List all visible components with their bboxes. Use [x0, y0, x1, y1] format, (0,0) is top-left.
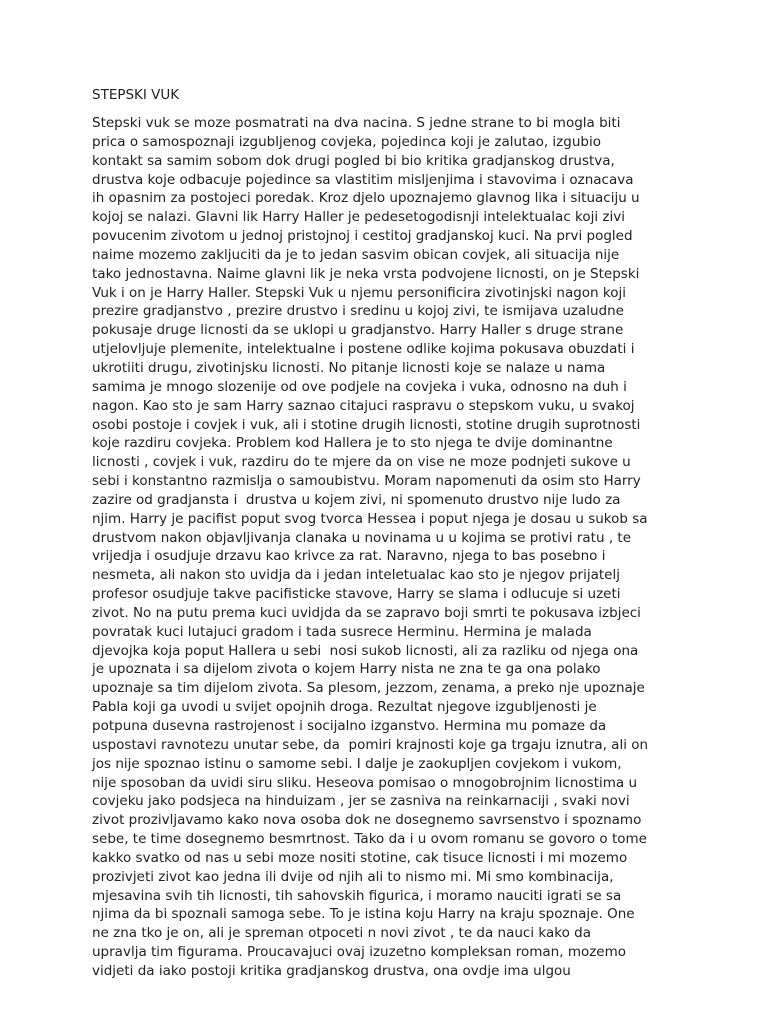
body-text-line: djevojka koja poput Hallera u sebi nosi sukob licnosti, ali za razliku od njega ona — [92, 642, 639, 659]
body-text-line: ne zna tko je on, ali je spreman otpoceti n novi zivot , te da nauci kako da — [92, 925, 591, 942]
body-text-line: samima je mnogo slozenije od ove podjele na covjeka i vuka, odnosno na duh i — [92, 378, 627, 395]
body-text-line: ih opasnim za postojeci poredak. Kroz djelo upoznajemo glavnog lika i situaciju u — [92, 190, 640, 207]
body-text-line: licnosti , covjek i vuk, razdiru do te mjere da on vise ne moze podnjeti sukove u — [92, 454, 631, 471]
body-text-line: uspostavi ravnotezu unutar sebe, da pomiri krajnosti koje ga trgaju iznutra, ali on — [92, 736, 649, 753]
body-text-line: profesor osudjuje takve pacifisticke stavove, Harry se slama i odlucuje si uzeti — [92, 586, 621, 603]
body-text-line: potpuna dusevna rastrojenost i socijalno izganstvo. Hermina mu pomaze da — [92, 718, 607, 734]
body-text-line: osobi postoje i covjek i vuk, ali i stotine drugih licnosti, stotine drugih suprotnosti — [92, 416, 641, 433]
body-text-line: sebi i konstantno razmislja o samoubistvu. Moram napomenuti da osim sto Harry — [92, 473, 641, 490]
body-text-line: utjelovljuje plemenite, intelektualne i postene odlike kojima pokusava obuzdati i — [92, 341, 635, 358]
body-text-line: vrijedja i osudjuje drzavu kao krivce za rat. Naravno, njega to bas posebno i — [92, 548, 606, 565]
body-text-line: njim. Harry je pacifist poput svog tvorca Hessea i poput njega je dosau u sukob sa — [92, 510, 648, 527]
body-text-line: vidjeti da iako postoji kritika gradjanskog drustva, ona ovdje ima ulgou — [92, 962, 571, 979]
body-text-line: prozivjeti zivot kao jedna ili dvije od njih ali to nismo mi. Mi smo kombinacija, — [92, 868, 614, 885]
body-text-line: pokusaje druge licnosti da se uklopi u gradjanstvo. Harry Haller s druge strane — [92, 322, 624, 339]
body-text-line: prica o samospoznaji izgubljenog covjeka, pojedinca koji je zalutao, izgubio — [92, 133, 601, 150]
body-text-line: nije sposoban da uvidi siru sliku. Heseova pomisao o mnogobrojnim licnostima u — [92, 774, 638, 791]
body-text-line: nesmeta, ali nakon sto uvidja da i jedan inteletualac kao sto je njegov prijatelj — [92, 567, 620, 584]
body-text-line: koje razdiru covjeka. Problem kod Hallera je to sto njega te dvije dominantne — [92, 435, 613, 452]
body-text-line: je upoznata i sa dijelom zivota o kojem Harry nista ne zna te ga ona polako — [92, 661, 601, 678]
body-text-line: Stepski vuk se moze posmatrati na dva nacina. S jedne strane to bi mogla biti — [92, 115, 621, 131]
body-text-line: kojoj se nalazi. Glavni lik Harry Haller je pedesetogodisnji intelektualac koji zivi — [92, 209, 625, 226]
body-text-line: povratak kuci lutajuci gradom i tada susrece Herminu. Hermina je malada — [92, 623, 592, 640]
body-text-line: jos nije spoznao istinu o samome sebi. I dalje je zaokupljen covjekom i vukom, — [92, 755, 622, 772]
body-text-line: upravlja tim figurama. Proucavajuci ovaj izuzetno kompleksan roman, mozemo — [92, 944, 627, 961]
body-text-line: upoznaje sa tim dijelom zivota. Sa plesom, jezzom, zenama, a preko nje upoznaje — [92, 680, 645, 697]
body-text-line: prezire gradjanstvo , prezire drustvo i sredinu u kojoj zivi, te ismijava uzaludne — [92, 303, 624, 320]
body-text-line: sebe, te time dosegnemo besmrtnost. Tako da i u ovom romanu se govoro o tome — [92, 831, 647, 848]
body-text-line: ukrotiiti drugu, zivotinjsku licnosti. No pitanje licnosti koje se nalaze u nama — [92, 359, 606, 376]
body-text-line: nagon. Kao sto je sam Harry saznao citajuci raspravu o stepskom vuku, u svakoj — [92, 397, 635, 414]
document-body — [92, 114, 692, 981]
body-text-line: tako jednostavna. Naime glavni lik je neka vrsta podvojene licnosti, on je Stepski — [92, 265, 640, 282]
body-text-line: Pabla koji ga uvodi u svijet opojnih droga. Rezultat njegove izgubljenosti je — [92, 699, 597, 716]
body-text-line: drustva koje odbacuje pojedince sa vlastitim misljenjima i stavovima i oznacava — [92, 171, 634, 188]
document-title: STEPSKI VUK — [92, 87, 180, 103]
body-text-line: naime mozemo zakljuciti da je to jedan sasvim obican covjek, ali situacija nije — [92, 246, 620, 263]
body-text-line: povucenim zivotom u jednoj pristojnoj i cestitoj gradjanskoj kuci. Na prvi pogled — [92, 228, 633, 245]
body-text-line: covjeku jako podsjeca na hinduizam , jer se zasniva na reinkarnaciji , svaki novi — [92, 793, 630, 810]
body-text-line: kontakt sa samim sobom dok drugi pogled bi bio kritika gradjanskog drustva, — [92, 152, 615, 169]
body-text-line: zazire od gradjansta i drustva u kojem zivi, ni spomenuto drustvo nije ludo za — [92, 491, 621, 508]
body-text-line: zivot. No na putu prema kuci uvidjda da se zapravo boji smrti te pokusava izbjeci — [92, 604, 641, 621]
body-text-line: kakko svatko od nas u sebi moze nositi stotine, cak tisuce licnosti i mi mozemo — [92, 849, 628, 866]
body-text-line: Vuk i on je Harry Haller. Stepski Vuk u njemu personificira zivotinjski nagon koji — [92, 284, 626, 301]
body-text-line: njima da bi spoznali samoga sebe. To je istina koju Harry na kraju spoznaje. One — [92, 906, 635, 923]
body-text-line: mjesavina svih tih licnosti, tih sahovskih figurica, i moramo nauciti igrati se sa — [92, 887, 622, 904]
body-text-line: drustvom nakon objavljivanja clanaka u novinama u u kojima se protivi ratu , te — [92, 529, 631, 546]
body-text-line: zivot prozivljavamo kako nova osoba dok ne dosegnemo savrsenstvo i spoznamo — [92, 812, 642, 829]
